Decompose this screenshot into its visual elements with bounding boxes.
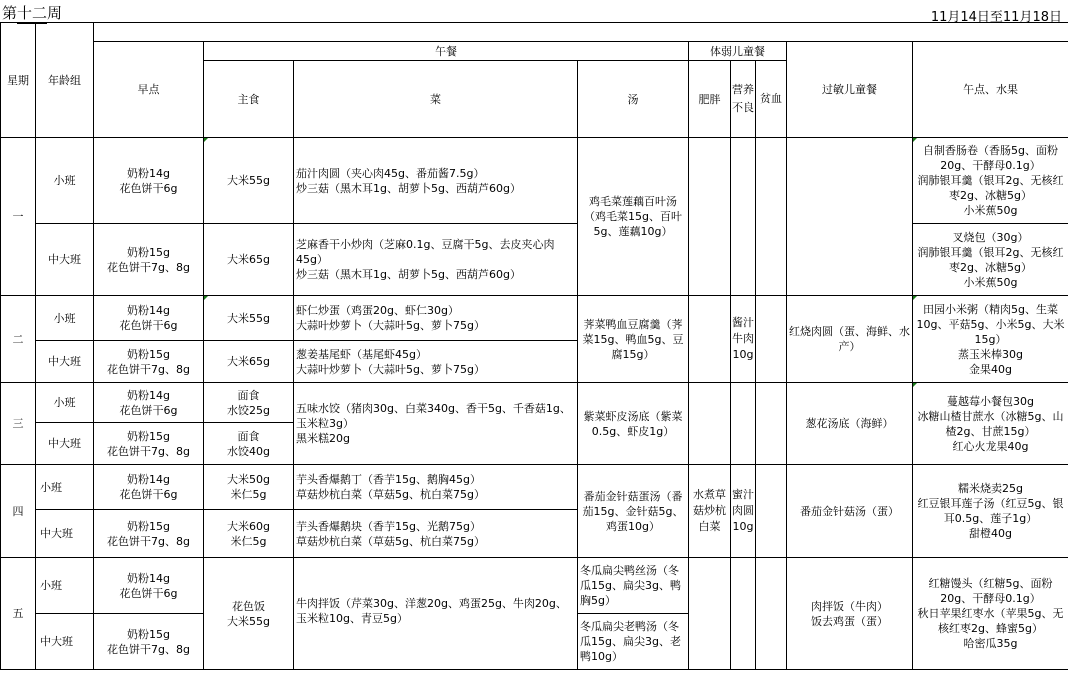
dish-cell: 虾仁炒蛋（鸡蛋20g、虾仁30g） 大蒜叶炒萝卜（大蒜叶5g、萝卜75g） <box>294 296 578 341</box>
obese-cell: 水煮草菇炒杭白菜 <box>689 465 731 558</box>
snack-cell: 田园小米粥（精肉5g、生菜10g、平菇5g、小米5g、大米15g） 蒸玉米棒30g 金果40g <box>913 296 1068 383</box>
obese-cell <box>689 138 731 296</box>
col-obese: 肥胖 <box>689 61 731 138</box>
col-soup: 汤 <box>578 61 689 138</box>
group-cell: 中大班 <box>36 423 94 465</box>
col-staple: 主食 <box>204 61 294 138</box>
group-cell: 中大班 <box>36 510 94 558</box>
weekly-menu-table <box>0 22 1068 670</box>
allergy-cell: 番茄金针菇汤（蛋） <box>787 465 913 558</box>
malnutrition-cell: 酱汁牛肉10g <box>731 296 756 383</box>
staple-cell: 花色饭 大米55g <box>204 558 294 670</box>
snack-cell: 糯米烧卖25g 红豆银耳莲子汤（红豆5g、银耳0.5g、莲子1g） 甜橙40g <box>913 465 1068 558</box>
obese-cell <box>689 383 731 465</box>
group-cell: 小班 <box>36 296 94 341</box>
anemia-cell <box>756 296 787 383</box>
allergy-cell: 葱花汤底（海鲜） <box>787 383 913 465</box>
breakfast-cell: 奶粉14g 花色饼干6g <box>94 465 204 510</box>
breakfast-cell: 奶粉15g 花色饼干7g、8g <box>94 423 204 465</box>
col-weak-children: 体弱儿童餐 <box>689 42 787 61</box>
malnutrition-cell <box>731 383 756 465</box>
breakfast-cell: 奶粉15g 花色饼干7g、8g <box>94 224 204 296</box>
malnutrition-cell: 蜜汁肉圆10g <box>731 465 756 558</box>
malnutrition-cell <box>731 138 756 296</box>
day-fri: 五 <box>1 558 36 670</box>
soup-cell: 番茄金针菇蛋汤（番茄15g、金针菇5g、鸡蛋10g） <box>578 465 689 558</box>
soup-cell: 冬瓜扁尖鸭丝汤（冬瓜15g、扁尖3g、鸭胸5g） <box>578 558 689 614</box>
breakfast-cell: 奶粉15g 花色饼干7g、8g <box>94 341 204 383</box>
allergy-cell: 肉拌饭（牛肉） 饭去鸡蛋（蛋） <box>787 558 913 670</box>
day-mon: 一 <box>1 138 36 296</box>
breakfast-cell: 奶粉15g 花色饼干7g、8g <box>94 614 204 670</box>
allergy-cell: 红烧肉圆（蛋、海鲜、水产） <box>787 296 913 383</box>
col-anemia: 贫血 <box>756 61 787 138</box>
anemia-cell <box>756 138 787 296</box>
col-lunch: 午餐 <box>204 42 689 61</box>
dish-cell: 芋头香爆鹅块（香芋15g、光鹅75g） 草菇炒杭白菜（草菇5g、杭白菜75g） <box>294 510 578 558</box>
week-number: 十二 <box>17 4 48 22</box>
group-cell: 中大班 <box>36 224 94 296</box>
week-prefix: 第 <box>2 4 18 22</box>
dish-cell: 芝麻香干小炒肉（芝麻0.1g、豆腐干5g、去皮夹心肉45g） 炒三菇（黑木耳1g、胡萝卜5g、西葫芦60g） <box>294 224 578 296</box>
snack-cell: 红糖馒头（红糖5g、面粉20g、干酵母0.1g） 秋日苹果红枣水（苹果5g、无核红枣2g、蜂蜜5g） 哈密瓜35g <box>913 558 1068 670</box>
dish-cell: 葱姜基尾虾（基尾虾45g） 大蒜叶炒萝卜（大蒜叶5g、萝卜75g） <box>294 341 578 383</box>
day-tue: 二 <box>1 296 36 383</box>
group-cell: 中大班 <box>36 614 94 670</box>
dish-cell: 五味水饺（猪肉30g、白菜340g、香干5g、千香菇1g、玉米粒3g） 黑米糕20g <box>294 383 578 465</box>
day-thu: 四 <box>1 465 36 558</box>
col-age-group: 年龄组 <box>36 23 94 138</box>
soup-cell: 荠菜鸭血豆腐羹（荠菜15g、鸭血5g、豆腐15g） <box>578 296 689 383</box>
staple-cell: 大米65g <box>204 341 294 383</box>
group-cell: 中大班 <box>36 341 94 383</box>
breakfast-cell: 奶粉15g 花色饼干7g、8g <box>94 510 204 558</box>
week-title <box>2 2 62 24</box>
breakfast-cell: 奶粉14g 花色饼干6g <box>94 383 204 423</box>
anemia-cell <box>756 383 787 465</box>
dish-cell: 芋头香爆鹅丁（香芋15g、鹅胸45g） 草菇炒杭白菜（草菇5g、杭白菜75g） <box>294 465 578 510</box>
staple-cell: 大米50g 米仁5g <box>204 465 294 510</box>
soup-cell: 冬瓜扁尖老鸭汤（冬瓜15g、扁尖3g、老鸭10g） <box>578 614 689 670</box>
col-dish: 菜 <box>294 61 578 138</box>
staple-cell: 大米55g <box>204 138 294 224</box>
malnutrition-cell <box>731 558 756 670</box>
anemia-cell <box>756 558 787 670</box>
dish-cell: 茄汁肉圆（夹心肉45g、番茄酱7.5g） 炒三菇（黑木耳1g、胡萝卜5g、西葫芦60g） <box>294 138 578 224</box>
anemia-cell <box>756 465 787 558</box>
group-cell: 小班 <box>36 465 94 510</box>
date-range: 11月14日至11月18日 <box>930 10 1062 25</box>
header-spacer <box>94 23 1068 42</box>
week-suffix: 周 <box>47 4 63 22</box>
col-malnutrition: 营养不良 <box>731 61 756 138</box>
day-wed: 三 <box>1 383 36 465</box>
col-weekday: 星期 <box>1 23 36 138</box>
breakfast-cell: 奶粉14g 花色饼干6g <box>94 138 204 224</box>
col-breakfast: 早点 <box>94 42 204 138</box>
group-cell: 小班 <box>36 558 94 614</box>
obese-cell <box>689 558 731 670</box>
dish-cell: 牛肉拌饭（芹菜30g、洋葱20g、鸡蛋25g、牛肉20g、玉米粒10g、青豆5g） <box>294 558 578 670</box>
staple-cell: 大米60g 米仁5g <box>204 510 294 558</box>
group-cell: 小班 <box>36 383 94 423</box>
soup-cell: 紫菜虾皮汤底（紫菜0.5g、虾皮1g） <box>578 383 689 465</box>
allergy-cell <box>787 138 913 296</box>
breakfast-cell: 奶粉14g 花色饼干6g <box>94 558 204 614</box>
soup-cell: 鸡毛菜莲藕百叶汤（鸡毛菜15g、百叶5g、莲藕10g） <box>578 138 689 296</box>
group-cell: 小班 <box>36 138 94 224</box>
col-snack-fruit: 午点、水果 <box>913 42 1068 138</box>
breakfast-cell: 奶粉14g 花色饼干6g <box>94 296 204 341</box>
staple-cell: 大米65g <box>204 224 294 296</box>
staple-cell: 面食 水饺25g <box>204 383 294 423</box>
staple-cell: 面食 水饺40g <box>204 423 294 465</box>
staple-cell: 大米55g <box>204 296 294 341</box>
col-allergy: 过敏儿童餐 <box>787 42 913 138</box>
snack-cell: 自制香肠卷（香肠5g、面粉20g、干酵母0.1g） 润肺银耳羹（银耳2g、无核红枣2g、冰糖5g） 小米蕉50g <box>913 138 1068 224</box>
snack-cell: 蔓越莓小餐包30g 冰糖山楂甘蔗水（冰糖5g、山楂2g、甘蔗15g） 红心火龙果40g <box>913 383 1068 465</box>
obese-cell <box>689 296 731 383</box>
snack-cell: 叉烧包（30g） 润肺银耳羹（银耳2g、无核红枣2g、冰糖5g） 小米蕉50g <box>913 224 1068 296</box>
